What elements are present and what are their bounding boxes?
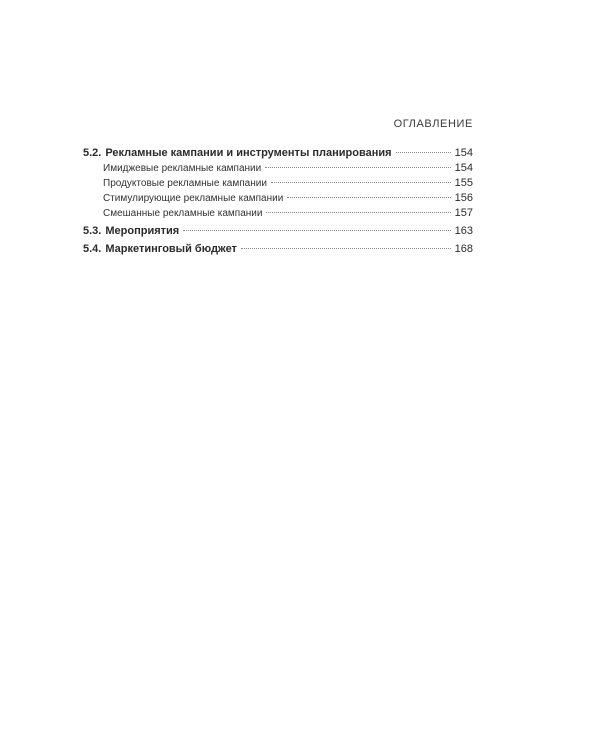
dot-leader: [265, 167, 450, 168]
toc-entry-title: Маркетинговый бюджет: [105, 243, 237, 255]
toc-subentry-title: Имиджевые рекламные кампании: [103, 163, 262, 174]
toc-subentry[interactable]: [83, 176, 473, 191]
toc-subentry-page: 155: [454, 177, 473, 189]
toc-subentry[interactable]: [83, 206, 473, 221]
toc-entry-page: 154: [454, 147, 473, 159]
toc-subentry-title: Стимулирующие рекламные кампании: [103, 193, 284, 204]
toc-entry-page: 168: [454, 243, 473, 255]
toc-subentry-page: 156: [454, 192, 473, 204]
dot-leader: [241, 248, 451, 249]
dot-leader: [183, 230, 450, 231]
toc-entry-number: 5.2.: [83, 147, 102, 159]
toc-entry-title: Мероприятия: [105, 225, 180, 237]
toc-subentry-title: Смешанные рекламные кампании: [103, 208, 263, 219]
toc-entry[interactable]: [83, 146, 473, 161]
toc-subentry[interactable]: [83, 161, 473, 176]
toc-entry[interactable]: [83, 224, 473, 239]
toc-entry-page: 163: [454, 225, 473, 237]
dot-leader: [271, 182, 451, 183]
dot-leader: [287, 197, 450, 198]
dot-leader: [396, 152, 451, 153]
toc-subentry[interactable]: [83, 191, 473, 206]
table-of-contents: [83, 146, 473, 257]
toc-entry[interactable]: [83, 242, 473, 257]
toc-subentry-page: 157: [454, 207, 473, 219]
dot-leader: [266, 212, 450, 213]
toc-entry-number: 5.4.: [83, 243, 102, 255]
toc-entry-title: Рекламные кампании и инструменты планирования: [105, 147, 392, 159]
toc-subentry-title: Продуктовые рекламные кампании: [103, 178, 267, 189]
toc-subentry-page: 154: [454, 162, 473, 174]
toc-entry-number: 5.3.: [83, 225, 102, 237]
running-head: ОГЛАВЛЕНИЕ: [393, 118, 473, 130]
